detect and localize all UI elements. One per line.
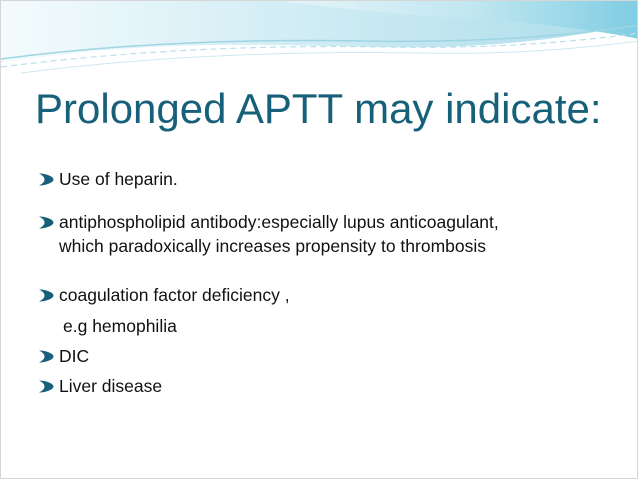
bullet-continuation: e.g hemophilia bbox=[63, 316, 177, 336]
bullet-text: antiphospholipid antibody:especially lupus anticoagulant, bbox=[59, 212, 499, 232]
crescent-bullet-icon bbox=[37, 216, 54, 229]
crescent-bullet-icon bbox=[37, 380, 54, 393]
crescent-bullet-icon bbox=[37, 350, 54, 363]
bullet-continuation: which paradoxically increases propensity to thrombosis bbox=[59, 236, 487, 256]
header-wave-decoration bbox=[1, 1, 638, 81]
bullet-text: coagulation factor deficiency , bbox=[59, 285, 290, 305]
bullet-text: DIC bbox=[59, 346, 90, 366]
crescent-bullet-icon bbox=[37, 289, 54, 302]
bullet-text: Liver disease bbox=[59, 376, 163, 396]
crescent-bullet-icon bbox=[37, 173, 54, 186]
slide-title: Prolonged APTT may indicate: bbox=[35, 85, 602, 132]
bullet-text: Use of heparin. bbox=[59, 169, 178, 189]
